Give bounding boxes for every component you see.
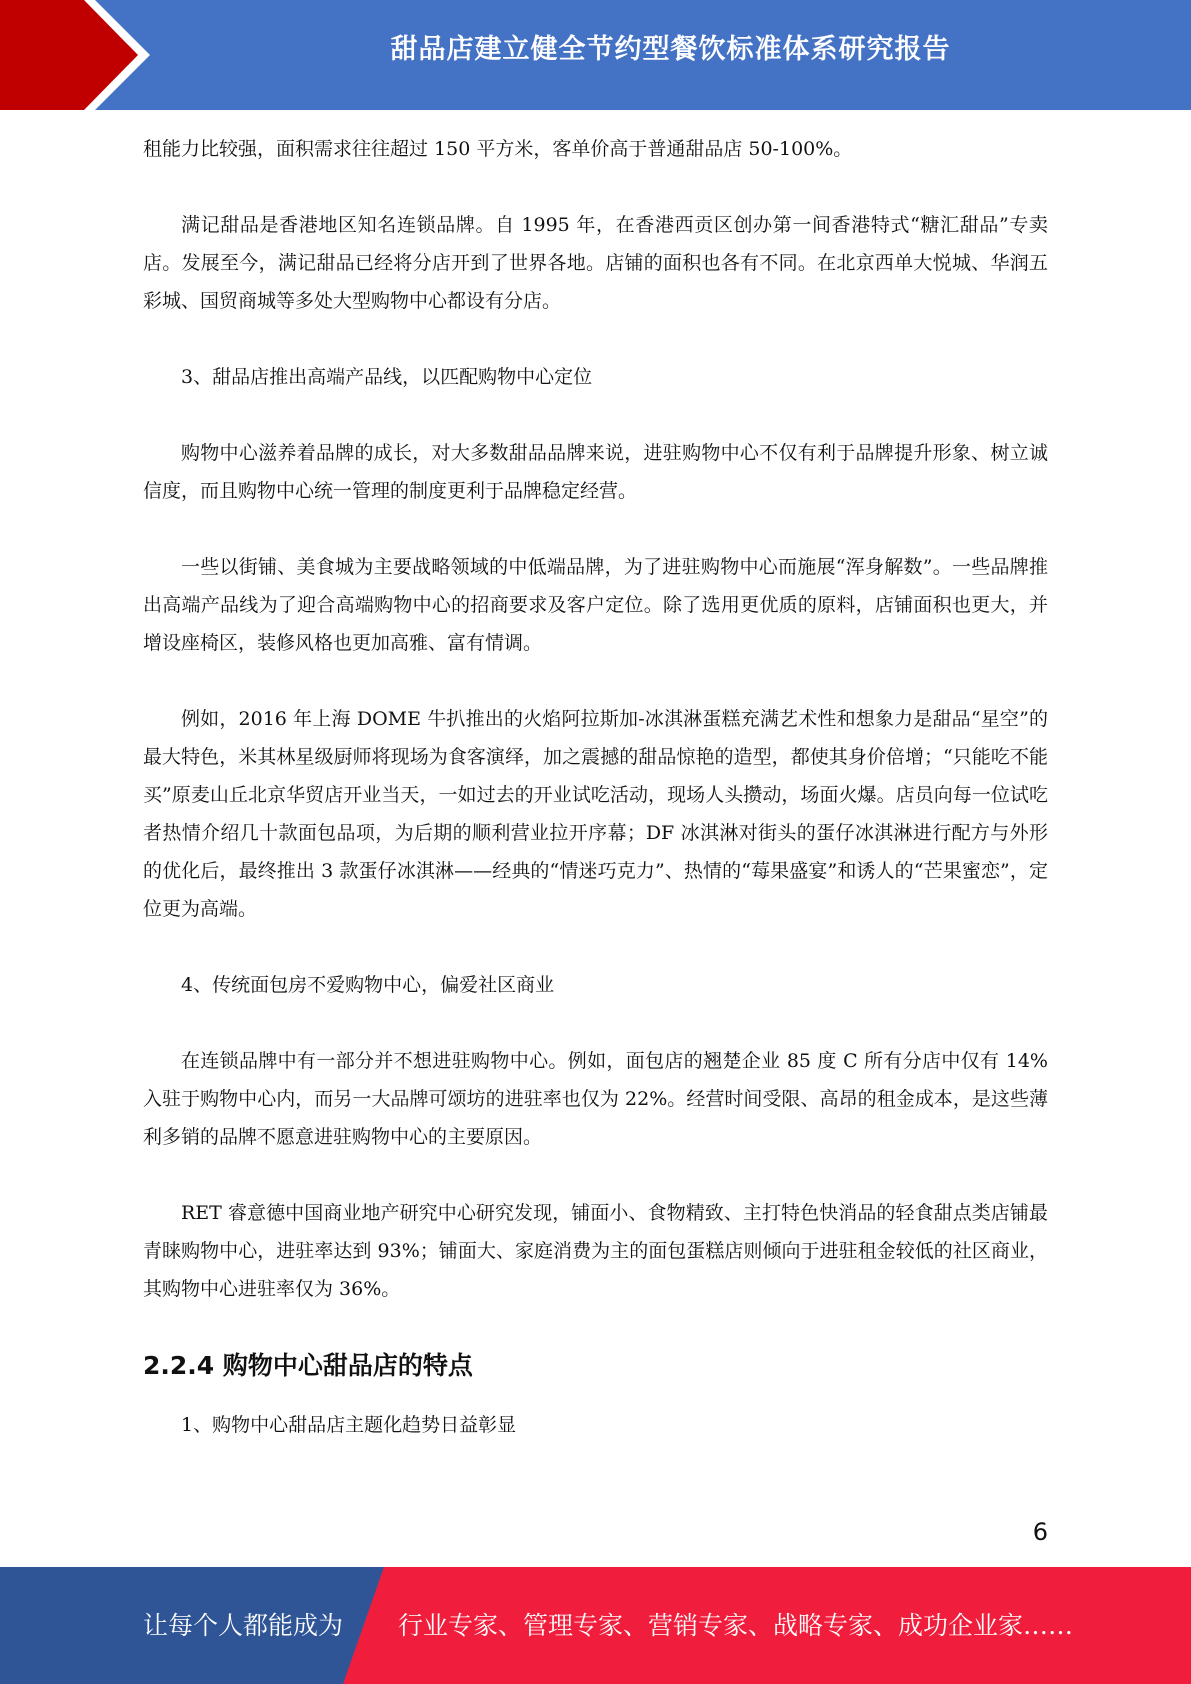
page-header	[0, 0, 1191, 110]
paragraph: 在连锁品牌中有一部分并不想进驻购物中心。例如，面包店的翘楚企业 85 度 C 所有分店中仅有 14%入驻于购物中心内，而另一大品牌可颂坊的进驻率也仅为 22%。经营时间受限、高昂的租金成本，是这些薄利多销的品牌不愿意进驻购物中心的主要原因。	[143, 1050, 1048, 1148]
page-number: 6	[1032, 1518, 1048, 1546]
footer-slogan-right: 行业专家、管理专家、营销专家、战略专家、成功企业家……	[398, 1611, 1074, 1640]
page-footer	[0, 1567, 1191, 1684]
paragraph: 满记甜品是香港地区知名连锁品牌。自 1995 年，在香港西贡区创办第一间香港特式“糖汇甜品”专卖店。发展至今，满记甜品已经将分店开到了世界各地。店铺的面积也各有不同。在北京西单大悦城、华润五彩城、国贸商城等多处大型购物中心都设有分店。	[143, 214, 1048, 312]
section-heading: 2.2.4 购物中心甜品店的特点	[143, 1351, 473, 1380]
header-chevron-icon	[0, 0, 140, 110]
document-body	[143, 130, 1048, 1444]
paragraph: 一些以街铺、美食城为主要战略领域的中低端品牌，为了进驻购物中心而施展“浑身解数”。一些品牌推出高端产品线为了迎合高端购物中心的招商要求及客户定位。除了选用更优质的原料，店铺面积也更大，并增设座椅区，装修风格也更加高雅、富有情调。	[143, 556, 1048, 654]
subsection-title: 1、购物中心甜品店主题化趋势日益彰显	[181, 1414, 517, 1436]
report-title: 甜品店建立健全节约型餐饮标准体系研究报告	[390, 34, 951, 65]
subsection-title: 3、甜品店推出高端产品线，以匹配购物中心定位	[181, 366, 593, 388]
paragraph: 租能力比较强，面积需求往往超过 150 平方米，客单价高于普通甜品店 50-100%。	[143, 138, 853, 160]
paragraph: 购物中心滋养着品牌的成长，对大多数甜品品牌来说，进驻购物中心不仅有利于品牌提升形象、树立诚信度，而且购物中心统一管理的制度更利于品牌稳定经营。	[143, 442, 1048, 502]
paragraph: 例如，2016 年上海 DOME 牛扒推出的火焰阿拉斯加-冰淇淋蛋糕充满艺术性和想象力是甜品“星空”的最大特色，米其林星级厨师将现场为食客演绎，加之震撼的甜品惊艳的造型，都使其身价倍增；“只能吃不能买”原麦山丘北京华贸店开业当天，一如过去的开业试吃活动，现场人头攒动，场面火爆。店员向每一位试吃者热情介绍几十款面包品项，为后期的顺利营业拉开序幕；DF 冰淇淋对街头的蛋仔冰淇淋进行配方与外形的优化后，最终推出 3 款蛋仔冰淇淋——经典的“情迷巧克力”、热情的“莓果盛宴”和诱人的“芒果蜜恋”，定位更为高端。	[143, 708, 1048, 920]
paragraph: RET 睿意德中国商业地产研究中心研究发现，铺面小、食物精致、主打特色快消品的轻食甜点类店铺最青睐购物中心，进驻率达到 93%；铺面大、家庭消费为主的面包蛋糕店则倾向于进驻租金较低的社区商业，其购物中心进驻率仅为 36%。	[143, 1202, 1048, 1300]
footer-slogan-left: 让每个人都能成为	[143, 1611, 344, 1640]
subsection-title: 4、传统面包房不爱购物中心，偏爱社区商业	[181, 974, 555, 996]
